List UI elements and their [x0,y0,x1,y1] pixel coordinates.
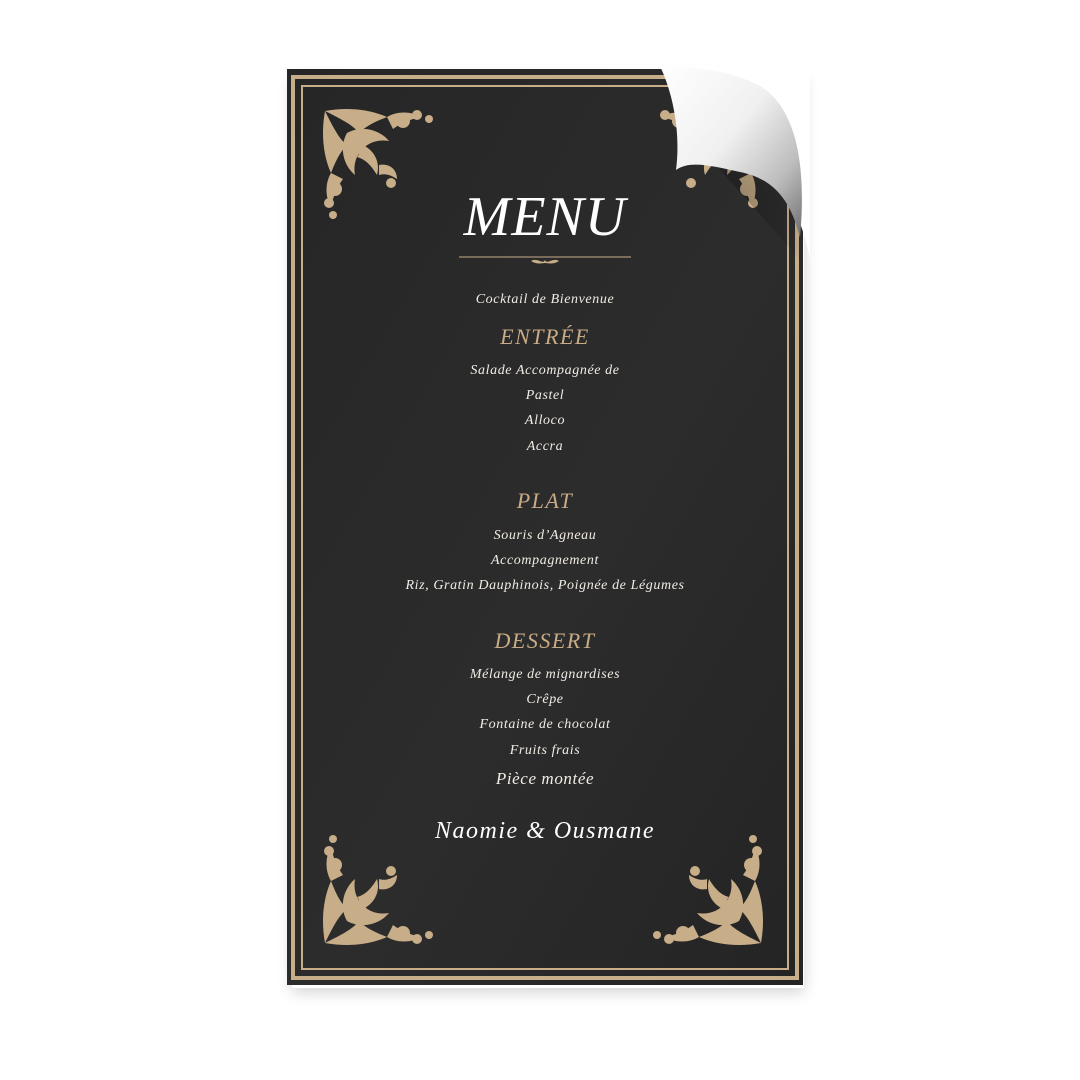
menu-item: Mélange de mignardises [469,667,621,682]
menu-item: Crêpe [526,692,564,707]
menu-item: Accra [526,439,564,454]
section-heading-entree: ENTRÉE [500,324,590,349]
menu-item: Souris d’Agneau [493,528,597,543]
section-heading-plat: PLAT [516,488,574,513]
menu-item: Alloco [524,413,566,428]
menu-item: Fontaine de chocolat [479,717,611,732]
menu-title: MENU [463,186,627,248]
menu-item: Fruits frais [509,743,581,758]
menu-item: Accompagnement [491,553,599,568]
welcome-cocktail: Cocktail de Bienvenue [475,292,615,307]
baroque-corner-ornament-icon [317,829,439,951]
menu-item: Salade Accompagnée de [470,363,620,378]
menu-card [287,69,803,985]
baroque-corner-ornament-icon [647,829,769,951]
scroll-divider-icon [457,253,633,267]
menu-item: Riz, Gratin Dauphinois, Poignée de Légumes [405,578,685,593]
menu-item: Pastel [525,388,565,403]
menu-item: Pièce montée [495,769,595,788]
section-heading-dessert: DESSERT [494,628,596,653]
couple-names: Naomie & Ousmane [435,818,655,844]
